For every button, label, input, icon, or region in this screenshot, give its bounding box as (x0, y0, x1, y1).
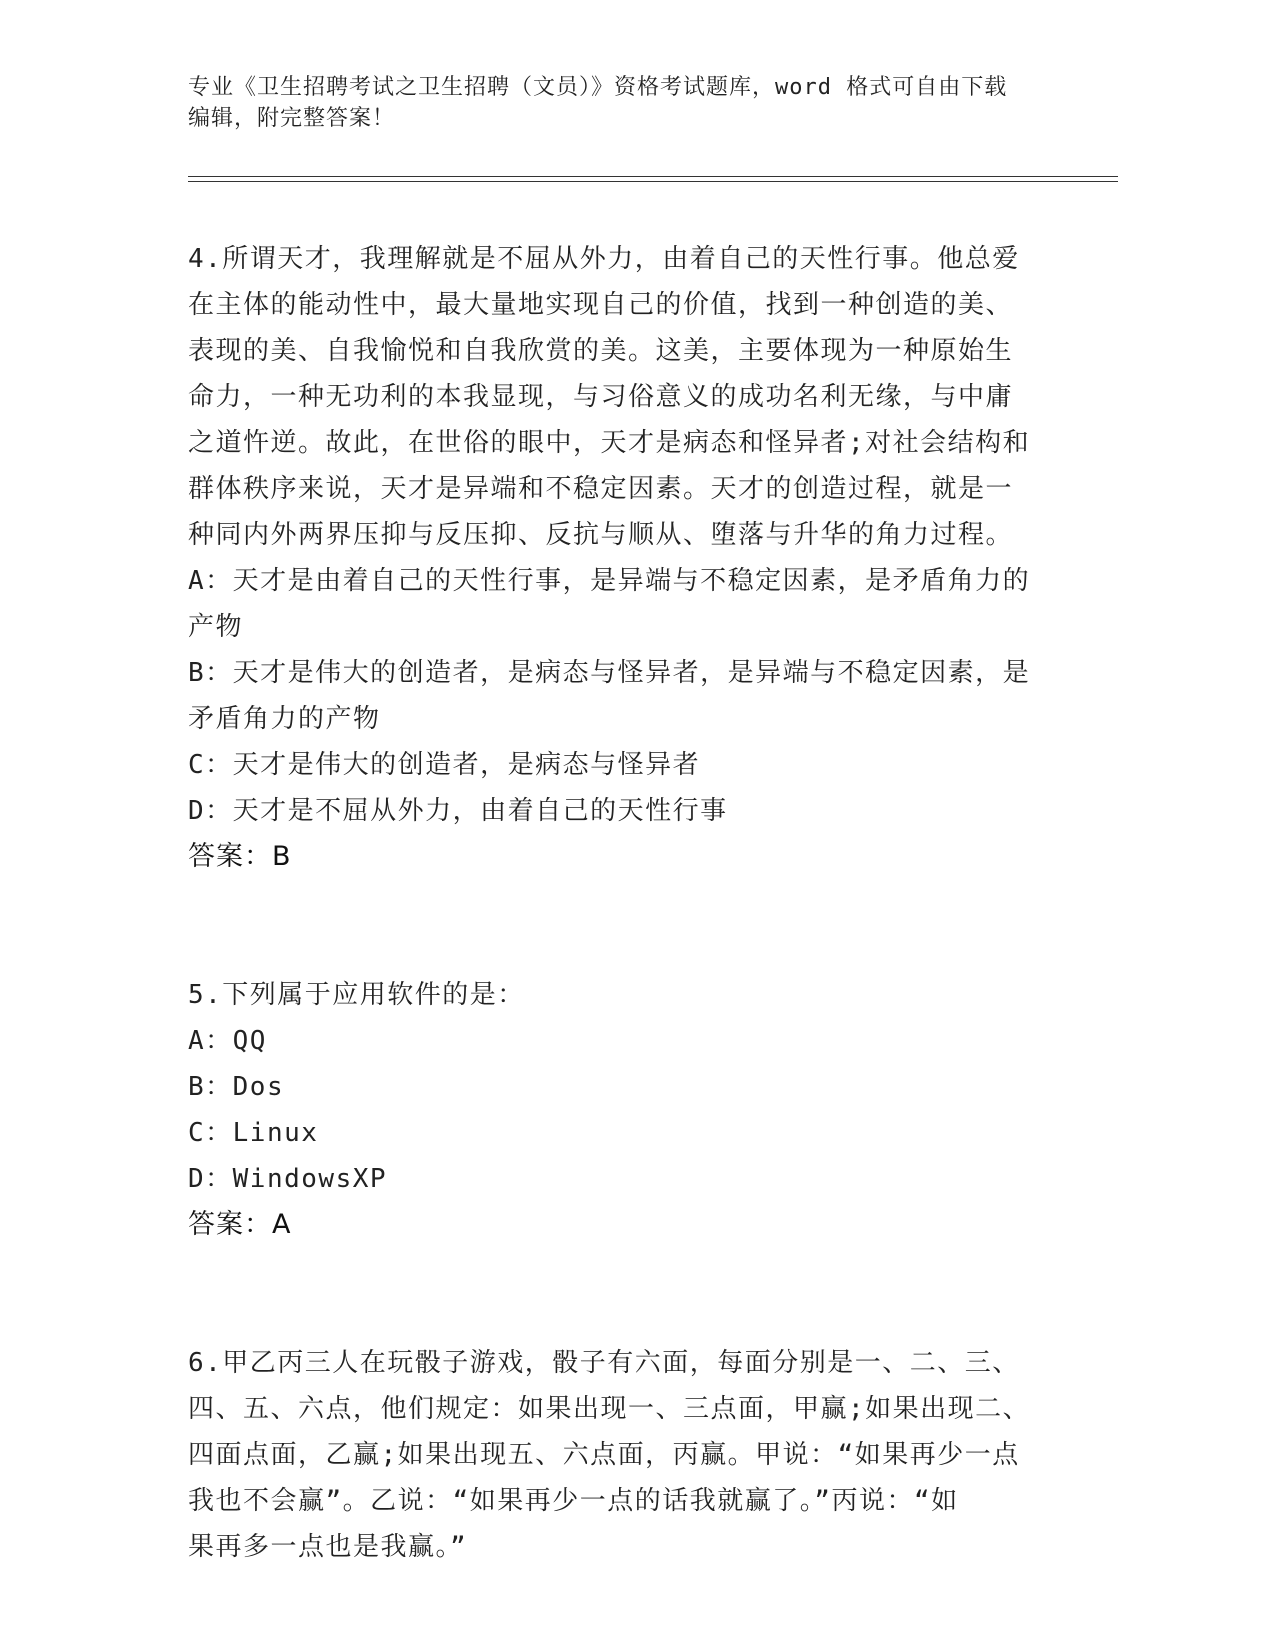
option-a: A：QQ (188, 1026, 267, 1056)
option-d: D：天才是不屈从外力，由着自己的天性行事 (188, 796, 728, 826)
question-line: 在主体的能动性中，最大量地实现自己的价值，找到一种创造的美、 (188, 290, 1014, 320)
option-c: C：天才是伟大的创造者，是病态与怪异者 (188, 750, 701, 780)
option-a: A：天才是由着自己的天性行事，是异端与不稳定因素，是矛盾角力的 (188, 566, 1031, 596)
header-line-2: 编辑，附完整答案！ (188, 106, 396, 131)
question-line: 群体秩序来说，天才是异端和不稳定因素。天才的创造过程，就是一 (188, 474, 1014, 504)
spacer (188, 1248, 1088, 1340)
question-6 (188, 1340, 1088, 1570)
question-5 (188, 972, 1088, 1248)
question-line: 之道忤逆。故此，在世俗的眼中，天才是病态和怪异者;对社会结构和 (188, 428, 1031, 458)
question-line: 我也不会赢”。乙说：“如果再少一点的话我就赢了。”丙说：“如 (188, 1486, 959, 1516)
question-line: 4.所谓天才，我理解就是不屈从外力，由着自己的天性行事。他总爱 (188, 244, 1020, 274)
answer-label: 答案：B (188, 841, 292, 872)
question-line: 命力，一种无功利的本我显现，与习俗意义的成功名利无缘，与中庸 (188, 382, 1014, 412)
spacer (188, 880, 1088, 972)
question-line: 种同内外两界压抑与反压抑、反抗与顺从、堕落与升华的角力过程。 (188, 520, 1014, 550)
question-list (188, 236, 1088, 1570)
question-line: 四面点面，乙赢;如果出现五、六点面，丙赢。甲说：“如果再少一点 (188, 1440, 1020, 1470)
question-line: 表现的美、自我愉悦和自我欣赏的美。这美，主要体现为一种原始生 (188, 336, 1014, 366)
option-b: B：天才是伟大的创造者，是病态与怪异者，是异端与不稳定因素，是 (188, 658, 1031, 688)
question-line: 四、五、六点，他们规定：如果出现一、三点面，甲赢;如果出现二、 (188, 1394, 1031, 1424)
option-a-continued: 产物 (188, 612, 244, 642)
question-line: 5.下列属于应用软件的是： (188, 980, 525, 1010)
option-d: D：WindowsXP (188, 1164, 388, 1194)
option-b-continued: 矛盾角力的产物 (188, 704, 381, 734)
question-line: 6.甲乙丙三人在玩骰子游戏，骰子有六面，每面分别是一、二、三、 (188, 1348, 1020, 1378)
answer-label: 答案：A (188, 1209, 292, 1240)
document-header (188, 72, 1088, 134)
option-b: B：Dos (188, 1072, 285, 1102)
question-line: 果再多一点也是我赢。” (188, 1532, 468, 1562)
header-divider-bottom (188, 181, 1118, 182)
header-divider-top (188, 176, 1118, 177)
question-4 (188, 236, 1088, 880)
option-c: C：Linux (188, 1118, 319, 1148)
header-line-1: 专业《卫生招聘考试之卫生招聘（文员）》资格考试题库，word 格式可自由下载 (188, 75, 1008, 100)
